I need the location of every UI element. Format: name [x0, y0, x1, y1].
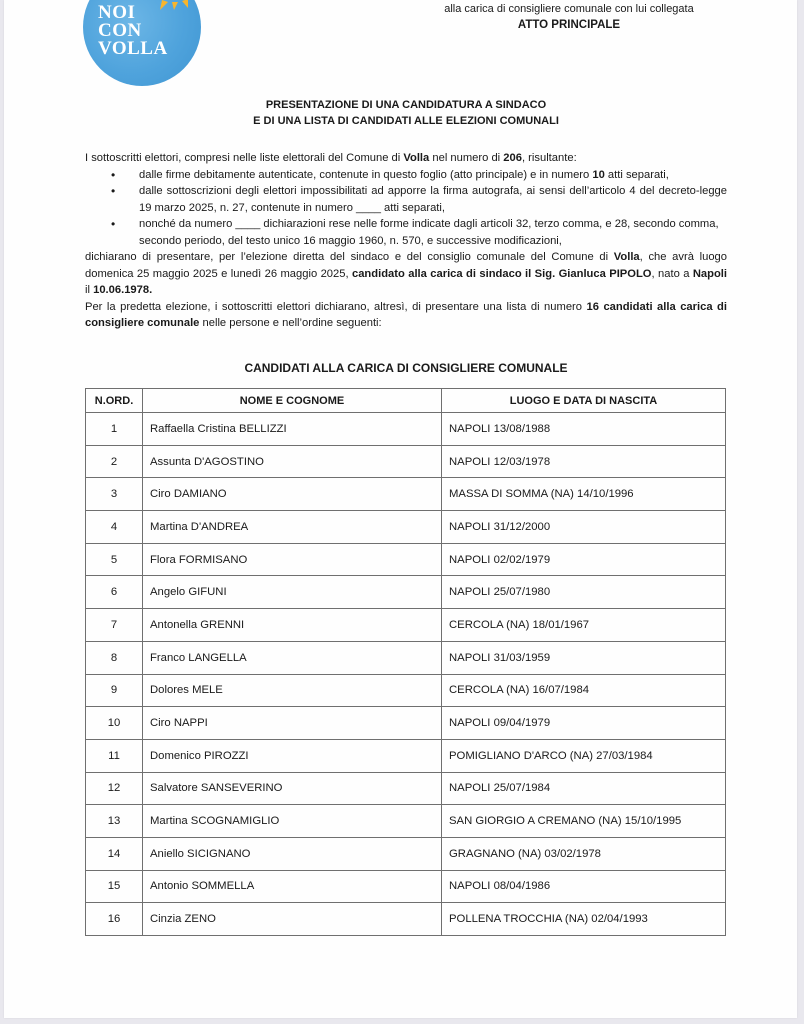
- candidate-number: 5: [86, 543, 143, 576]
- column-header-name: NOME E COGNOME: [143, 389, 442, 413]
- candidate-name: Antonella GRENNI: [143, 609, 442, 642]
- list-item: • nonché da numero ____ dichiarazioni rese nelle forme indicate dagli articoli 32, terzo comma, e 28, secondo comma, secondo periodo, del testo unico 16 maggio 1960, n. 570, e successive modificazioni,: [139, 216, 727, 249]
- candidate-name: Domenico PIROZZI: [143, 739, 442, 772]
- candidate-number: 11: [86, 739, 143, 772]
- list-item: • dalle sottoscrizioni degli elettori impossibilitati ad apporre la firma autografa, ai sensi dell’articolo 4 del decreto-legge 19 marzo 2025, n. 27, contenute in numero ____ atti separati,: [139, 183, 727, 216]
- candidate-birth: POMIGLIANO D'ARCO (NA) 27/03/1984: [442, 739, 726, 772]
- candidate-number: 2: [86, 445, 143, 478]
- table-row: [86, 576, 726, 609]
- candidate-birth: NAPOLI 31/03/1959: [442, 641, 726, 674]
- candidate-birth: NAPOLI 12/03/1978: [442, 445, 726, 478]
- candidate-name: Aniello SICIGNANO: [143, 837, 442, 870]
- candidate-birth: POLLENA TROCCHIA (NA) 02/04/1993: [442, 903, 726, 936]
- candidate-birth: NAPOLI 02/02/1979: [442, 543, 726, 576]
- header-subtitle: alla carica di consigliere comunale con lui collegata: [444, 3, 694, 15]
- candidate-birth: NAPOLI 31/12/2000: [442, 511, 726, 544]
- candidate-number: 16: [86, 903, 143, 936]
- table-row: [86, 772, 726, 805]
- column-header-birth: LUOGO E DATA DI NASCITA: [442, 389, 726, 413]
- candidate-number: 4: [86, 511, 143, 544]
- noi-con-volla-logo: [83, 0, 201, 86]
- candidate-birth: NAPOLI 09/04/1979: [442, 707, 726, 740]
- list-item: • dalle firme debitamente autenticate, contenute in questo foglio (atto principale) e in numero 10 atti separati,: [139, 167, 727, 184]
- candidate-number: 14: [86, 837, 143, 870]
- candidate-name: Martina D'ANDREA: [143, 511, 442, 544]
- declaration-paragraph: dichiarano di presentare, per l’elezione diretta del sindaco e del consiglio comunale del Comune di Volla, che avrà luogo domenica 25 maggio 2025 e lunedì 26 maggio 2025, candidato alla carica di sindaco il Sig. Gianluca PIPOLO, nato a Napoli il 10.06.1978.: [85, 251, 728, 296]
- table-row: [86, 641, 726, 674]
- document-title: PRESENTAZIONE DI UNA CANDIDATURA A SINDACO E DI UNA LISTA DI CANDIDATI ALLE ELEZIONI COMUNALI: [253, 99, 559, 127]
- intro-paragraph: I sottoscritti elettori, compresi nelle liste elettorali del Comune di Volla nel numero di 206, risultante:: [85, 152, 577, 164]
- candidate-birth: GRAGNANO (NA) 03/02/1978: [442, 837, 726, 870]
- declaration-body: [85, 150, 727, 332]
- candidate-number: 7: [86, 609, 143, 642]
- table-row: [86, 609, 726, 642]
- candidate-name: Martina SCOGNAMIGLIO: [143, 805, 442, 838]
- candidate-number: 9: [86, 674, 143, 707]
- table-row: [86, 511, 726, 544]
- candidate-name: Ciro DAMIANO: [143, 478, 442, 511]
- candidate-birth: SAN GIORGIO A CREMANO (NA) 15/10/1995: [442, 805, 726, 838]
- table-row: [86, 543, 726, 576]
- candidate-number: 3: [86, 478, 143, 511]
- source-list: [85, 167, 727, 250]
- table-row: [86, 837, 726, 870]
- candidate-birth: NAPOLI 13/08/1988: [442, 413, 726, 446]
- table-row: [86, 739, 726, 772]
- candidate-number: 12: [86, 772, 143, 805]
- candidate-number: 15: [86, 870, 143, 903]
- table-row: [86, 805, 726, 838]
- table-row: [86, 445, 726, 478]
- table-row: [86, 707, 726, 740]
- candidate-name: Assunta D'AGOSTINO: [143, 445, 442, 478]
- candidate-name: Flora FORMISANO: [143, 543, 442, 576]
- table-row: [86, 870, 726, 903]
- candidate-name: Cinzia ZENO: [143, 903, 442, 936]
- table-row: [86, 674, 726, 707]
- table-row: [86, 903, 726, 936]
- table-row: [86, 478, 726, 511]
- candidate-birth: NAPOLI 25/07/1984: [442, 772, 726, 805]
- candidate-number: 1: [86, 413, 143, 446]
- candidate-birth: NAPOLI 08/04/1986: [442, 870, 726, 903]
- candidates-table: [85, 388, 726, 936]
- candidate-birth: MASSA DI SOMMA (NA) 14/10/1996: [442, 478, 726, 511]
- candidate-number: 6: [86, 576, 143, 609]
- candidate-name: Antonio SOMMELLA: [143, 870, 442, 903]
- candidate-name: Salvatore SANSEVERINO: [143, 772, 442, 805]
- candidate-name: Franco LANGELLA: [143, 641, 442, 674]
- document-page: [4, 0, 797, 1018]
- list-paragraph: Per la predetta elezione, i sottoscritti elettori dichiarano, altresì, di presentare una lista di numero 16 candidati alla carica di consigliere comunale nelle persone e nell’ordine seguenti:: [85, 300, 727, 329]
- candidate-name: Ciro NAPPI: [143, 707, 442, 740]
- candidate-number: 13: [86, 805, 143, 838]
- candidate-name: Angelo GIFUNI: [143, 576, 442, 609]
- candidate-name: Dolores MELE: [143, 674, 442, 707]
- logo-text: NOI CON VOLLA: [98, 2, 168, 59]
- table-title: CANDIDATI ALLA CARICA DI CONSIGLIERE COMUNALE: [244, 361, 568, 375]
- candidate-number: 10: [86, 707, 143, 740]
- candidate-birth: NAPOLI 25/07/1980: [442, 576, 726, 609]
- candidate-name: Raffaella Cristina BELLIZZI: [143, 413, 442, 446]
- header-atto-principale: ATTO PRINCIPALE: [517, 19, 621, 31]
- candidate-birth: CERCOLA (NA) 16/07/1984: [442, 674, 726, 707]
- table-row: [86, 413, 726, 446]
- table-header-row: [86, 389, 726, 413]
- candidate-birth: CERCOLA (NA) 18/01/1967: [442, 609, 726, 642]
- column-header-number: N.ORD.: [86, 389, 143, 413]
- candidate-number: 8: [86, 641, 143, 674]
